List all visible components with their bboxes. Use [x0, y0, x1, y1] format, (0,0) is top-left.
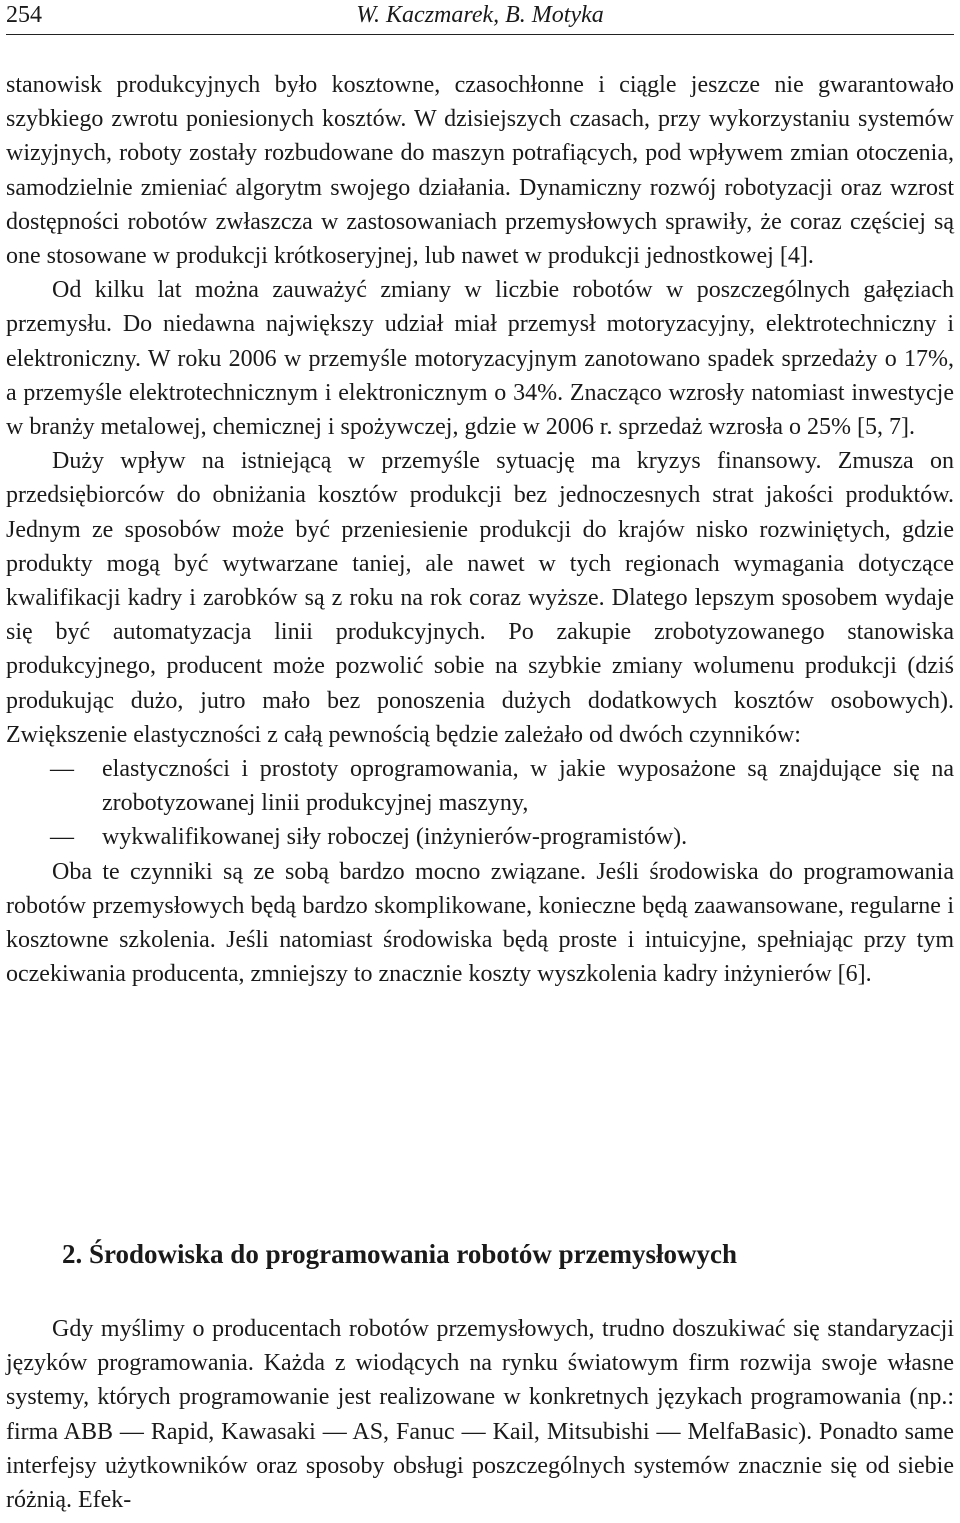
section-paragraph: Gdy myślimy o producentach robotów przemysłowych, trudno doszukiwać się standaryzacji języków programowania. Każda z wiodących na rynku światowym firm rozwija swoje własne systemy, których programowanie jest realizowane w konkretnych językach programowania (np.: firma ABB — Rapid, Kawasaki — AS, Fanuc — Kail, Mitsubishi — MelfaBasic). Ponadto same interfejsy użytkowników oraz sposoby obsługi poszczególnych systemów znacznie się od siebie różnią. Efek- — [6, 1316, 954, 1514]
dash-bullet: — — [50, 824, 74, 851]
list-item-text: elastyczności i prostoty oprogramowania, w jakie wyposażone są znajdujące się na zrobotyzowanej linii produkcyjnej maszyny, — [102, 756, 954, 817]
paragraph-2: Od kilku lat można zauważyć zmiany w liczbie robotów w poszczególnych gałęziach przemysłu. Do niedawna największy udział miał przemysł motoryzacyjny, elektrotechniczny i elektroniczny. W roku 2006 w przemyśle motoryzacyjnym zanotowano spadek sprzedaży o 17%, a przemyśle elektrotechnicznym i elektronicznym o 34%. Znacząco wzrosły natomiast inwestycje w branży metalowej, chemicznej i spożywczej, gdzie w 2006 r. sprzedaż wzrosła o 25% [5, 7]. — [6, 277, 954, 441]
dash-bullet: — — [50, 756, 74, 783]
paragraph-3: Duży wpływ na istniejącą w przemyśle sytuację ma kryzys finansowy. Zmusza on przedsiębiorców do obniżania kosztów produkcji bez jednoczesnych strat jakości produktów. Jednym ze sposobów może być przeniesienie produkcji do krajów nisko rozwiniętych, gdzie produkty mogą być wytwarzane taniej, ale nawet w tych regionach wymagania dotyczące kwalifikacji kadry i zarobków są z roku na rok coraz wyższe. Dlatego lepszym sposobem wydaje się być automatyzacja linii produkcyjnych. Po zakupie zrobotyzowanego stanowiska produkcyjnego, producent może pozwolić sobie na szybkie zmiany wolumenu produkcji (dziś produkując dużo, jutro mało bez ponoszenia dużych dodatkowych kosztów osobowych). Zwiększenie elastyczności z całą pewnością będzie zależało od dwóch czynników: — [6, 448, 954, 748]
page-header — [6, 0, 954, 35]
factor-list — [6, 752, 954, 855]
closing-paragraph: Oba te czynniki są ze sobą bardzo mocno związane. Jeśli środowiska do programowania robotów przemysłowych będą bardzo skomplikowane, konieczne będą zaawansowane, regularne i kosztowne szkolenia. Jeśli natomiast środowiska będą proste i intuicyjne, spełniając przy tym oczekiwania producenta, zmniejszy to znacznie koszty wyszkolenia kadry inżynierów [6]. — [6, 858, 954, 988]
paragraph-1: stanowisk produkcyjnych było kosztowne, czasochłonne i ciągle jeszcze nie gwarantowało szybkiego zwrotu poniesionych kosztów. W dzisiejszych czasach, przy wykorzystaniu systemów wizyjnych, roboty zostały rozbudowane do maszyn potrafiących, pod wpływem zmian otoczenia, samodzielnie zmieniać algorytm swojego działania. Dynamiczny rozwój robotyzacji oraz wzrost dostępności robotów zwłaszcza w zastosowaniach przemysłowych sprawiły, że coraz częściej są one stosowane w produkcji krótkoseryjnej, lub nawet w produkcji jednostkowej [4]. — [6, 72, 954, 270]
list-item — [6, 752, 954, 820]
list-item-text: wykwalifikowanej siły roboczej (inżynierów-programistów). — [102, 824, 688, 851]
running-head-authors: W. Kaczmarek, B. Motyka — [356, 2, 604, 28]
section-heading: 2. Środowiska do programowania robotów przemysłowych — [62, 1239, 738, 1269]
page-number: 254 — [6, 2, 42, 28]
body-text — [6, 68, 954, 991]
list-item — [6, 820, 954, 854]
